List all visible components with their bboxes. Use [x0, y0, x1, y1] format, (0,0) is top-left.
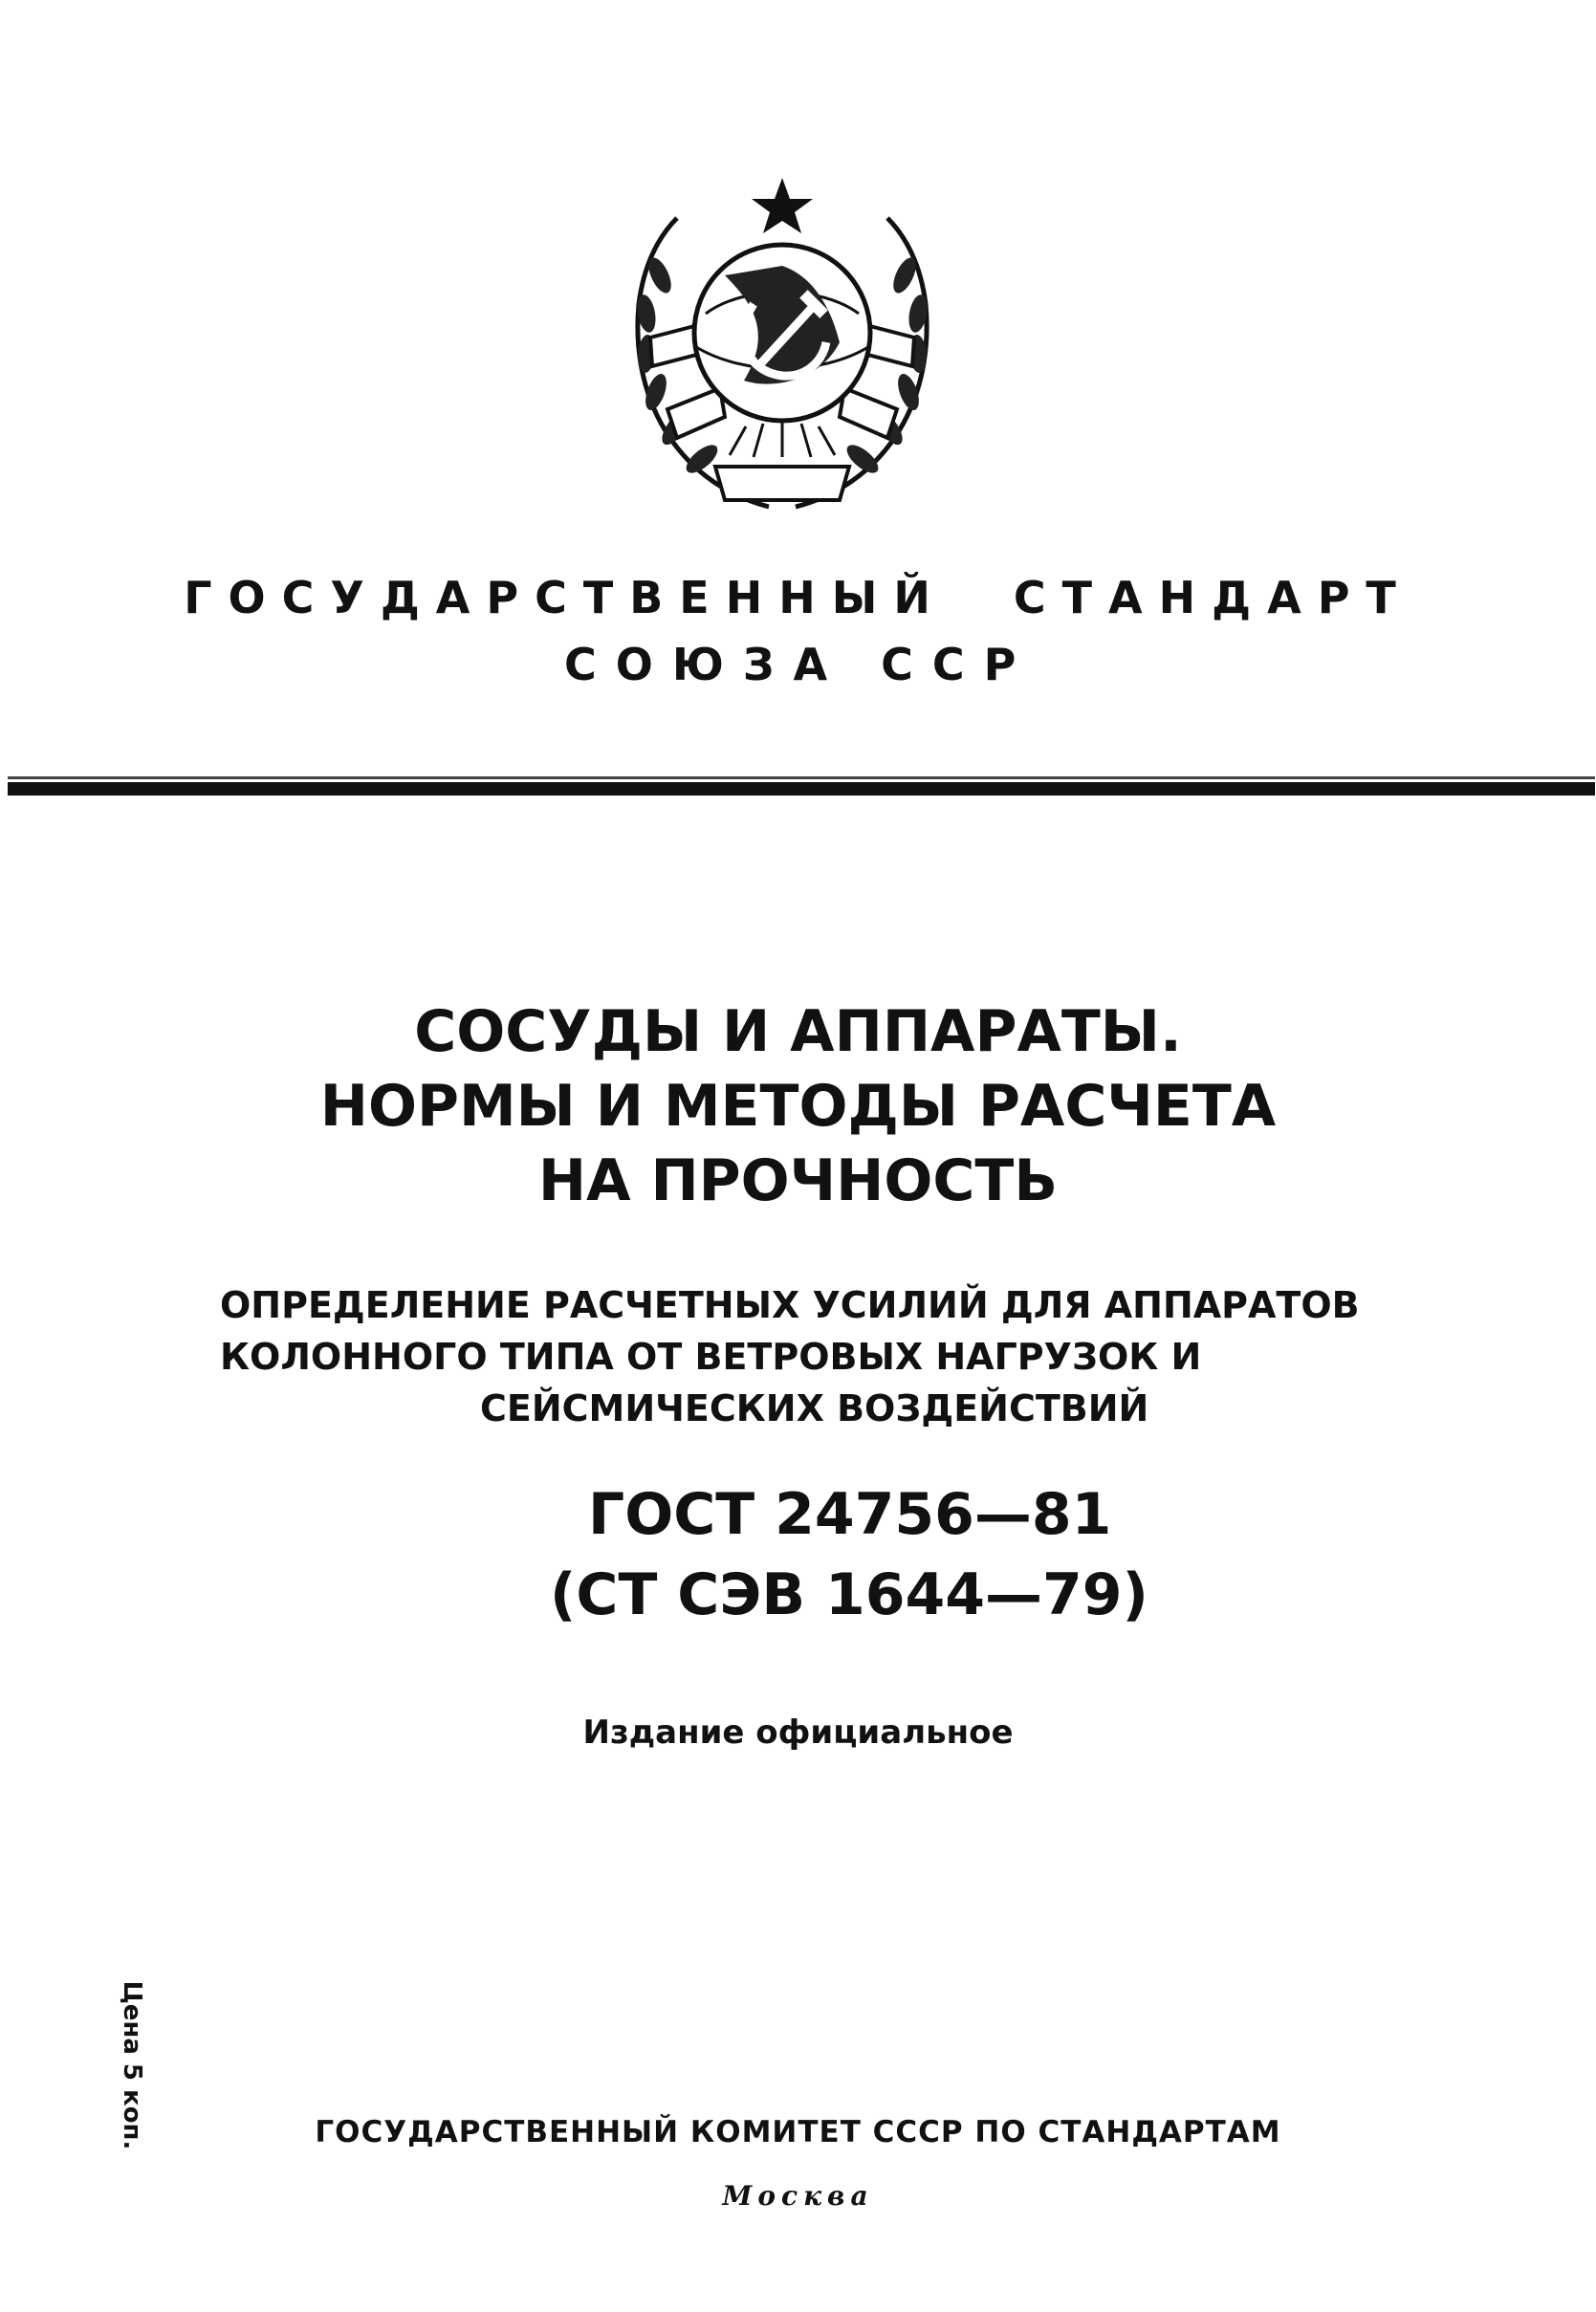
document-subtitle [220, 1279, 1463, 1434]
document-title [0, 994, 1596, 1218]
subtitle-line-3: СЕЙСМИЧЕСКИХ ВОЗДЕЙСТВИЙ [480, 1387, 1149, 1429]
title-line-3: НА ПРОЧНОСТЬ [537, 1147, 1059, 1214]
title-line-1: СОСУДЫ И АППАРАТЫ. [414, 998, 1182, 1065]
price-text: Цена 5 коп. [118, 1980, 146, 2150]
subtitle-line-2: КОЛОННОГО ТИПА ОТ ВЕТРОВЫХ НАГРУЗОК И [220, 1336, 1202, 1378]
subtitle-line-1: ОПРЕДЕЛЕНИЕ РАСЧЕТНЫХ УСИЛИЙ ДЛЯ АППАРАТОВ [220, 1284, 1360, 1326]
edition-label: Издание официальное [582, 1713, 1014, 1752]
publisher-committee: ГОСУДАРСТВЕННЫЙ КОМИТЕТ СССР ПО СТАНДАРТАМ [315, 2115, 1281, 2149]
divider [8, 776, 1595, 779]
st-sev-number: (СТ СЭВ 1644—79) [550, 1561, 1148, 1628]
divider-thick [8, 782, 1595, 796]
standard-header [0, 572, 1596, 623]
ussr-coat-of-arms-icon [601, 170, 964, 534]
gost-number: ГОСТ 24756—81 [588, 1481, 1112, 1548]
title-line-2: НОРМЫ И МЕТОДЫ РАСЧЕТА [319, 1073, 1277, 1140]
publisher-city: Москва [722, 2180, 874, 2212]
header-state-label: ГОСУДАРСТВЕННЫЙ [184, 572, 947, 623]
header-standard-label: СТАНДАРТ [1013, 572, 1412, 623]
header-union-label: СОЮЗА ССР [564, 639, 1036, 690]
standard-designation [550, 1474, 1148, 1635]
